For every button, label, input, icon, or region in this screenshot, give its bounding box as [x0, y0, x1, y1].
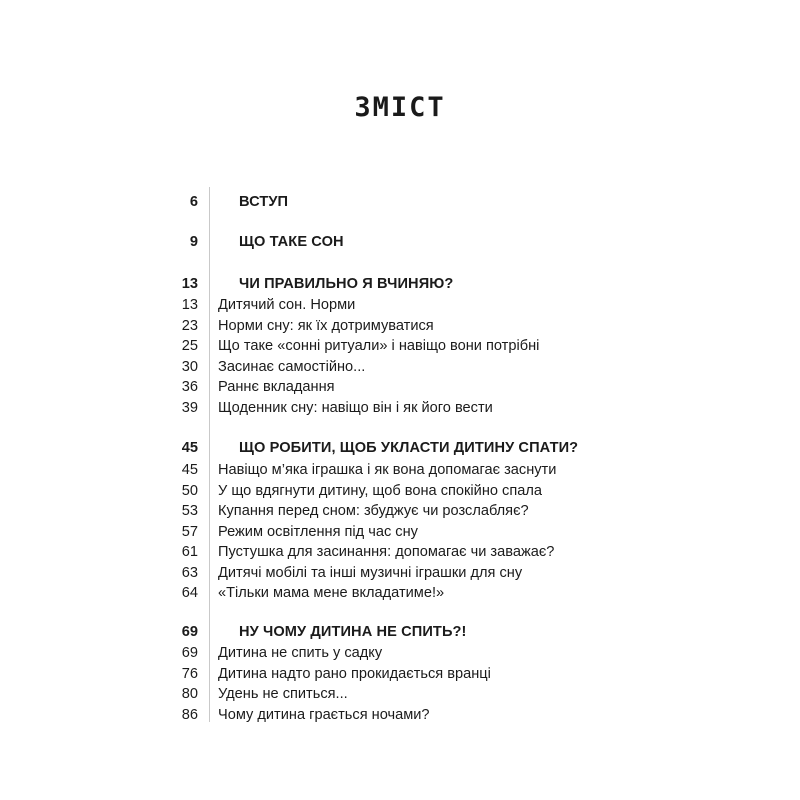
toc-entry-row[interactable]: [0, 563, 800, 583]
toc-entry-row[interactable]: [0, 357, 800, 377]
toc-entry-title: Що таке «сонні ритуали» і навіщо вони потрібні: [218, 338, 540, 354]
page-title: ЗМІСТ: [354, 92, 446, 123]
toc-page-number: 80: [181, 686, 198, 702]
toc-page-number: 6: [189, 194, 198, 210]
toc-section-row[interactable]: [0, 274, 800, 294]
toc-page-number: 69: [181, 624, 198, 640]
toc-entry-title: Щоденник сну: навіщо він і як його вести: [218, 400, 493, 416]
toc-entry-title: Режим освітлення під час сну: [218, 524, 418, 540]
toc-page-number: 45: [181, 462, 198, 478]
toc-entry-row[interactable]: [0, 295, 800, 315]
toc-entry-row[interactable]: [0, 336, 800, 356]
toc-section-row[interactable]: [0, 438, 800, 458]
toc-entry-row[interactable]: [0, 481, 800, 501]
toc-entry-title: Норми сну: як їх дотримуватися: [218, 318, 434, 334]
toc-page-number: 25: [181, 338, 198, 354]
toc-entry-row[interactable]: [0, 705, 800, 725]
toc-entry-title: Дитячі мобілі та інші музичні іграшки для сну: [218, 565, 523, 581]
toc-entry-title: Пустушка для засинання: допомагає чи заважає?: [218, 544, 555, 560]
toc-page-number: 23: [181, 318, 198, 334]
toc-section-row[interactable]: [0, 192, 800, 212]
toc-entry-title: Дитина не спить у садку: [218, 645, 383, 661]
toc-page-number: 50: [181, 483, 198, 499]
toc-entry-title: У що вдягнути дитину, щоб вона спокійно спала: [218, 483, 543, 499]
toc-page-number: 69: [181, 645, 198, 661]
toc-section-row[interactable]: [0, 622, 800, 642]
toc-page-number: 36: [181, 379, 198, 395]
toc-page-number: 13: [181, 297, 198, 313]
toc-section-title: ВСТУП: [239, 194, 289, 210]
toc-section-title: ЩО РОБИТИ, ЩОБ УКЛАСТИ ДИТИНУ СПАТИ?: [239, 440, 579, 456]
toc-page-number: 13: [181, 276, 198, 292]
toc-entry-title: Раннє вкладання: [218, 379, 335, 395]
toc-entry-row[interactable]: [0, 542, 800, 562]
toc-page-number: 57: [181, 524, 198, 540]
toc-entry-title: Навіщо м’яка іграшка і як вона допомагає заснути: [218, 462, 557, 478]
toc-page-number: 76: [181, 666, 198, 682]
toc-page-number: 9: [189, 234, 198, 250]
toc-entry-title: Купання перед сном: збуджує чи розслабляє?: [218, 503, 529, 519]
toc-section-title: ЩО ТАКЕ СОН: [239, 234, 344, 250]
toc-entry-row[interactable]: [0, 398, 800, 418]
toc-entry-row[interactable]: [0, 684, 800, 704]
toc-section-title: ЧИ ПРАВИЛЬНО Я ВЧИНЯЮ?: [239, 276, 454, 292]
toc-entry-row[interactable]: [0, 664, 800, 684]
toc-entry-row[interactable]: [0, 377, 800, 397]
toc-entry-row[interactable]: [0, 583, 800, 603]
toc-page-number: 64: [181, 585, 198, 601]
toc-section-title: НУ ЧОМУ ДИТИНА НЕ СПИТЬ?!: [239, 624, 467, 640]
toc-entry-title: Чому дитина грається ночами?: [218, 707, 430, 723]
toc-entry-title: Дитина надто рано прокидається вранці: [218, 666, 491, 682]
toc-entry-row[interactable]: [0, 460, 800, 480]
toc-entry-title: Дитячий сон. Норми: [218, 297, 356, 313]
toc-entry-row[interactable]: [0, 522, 800, 542]
toc-entry-row[interactable]: [0, 501, 800, 521]
toc-page-number: 86: [181, 707, 198, 723]
toc-entry-title: Удень не спиться...: [218, 686, 348, 702]
toc-page-number: 30: [181, 359, 198, 375]
toc-entry-row[interactable]: [0, 316, 800, 336]
toc-entry-title: Засинає самостійно...: [218, 359, 366, 375]
toc-page-number: 39: [181, 400, 198, 416]
toc-page-number: 45: [181, 440, 198, 456]
toc-page-number: 53: [181, 503, 198, 519]
toc-entry-row[interactable]: [0, 643, 800, 663]
toc-page-number: 63: [181, 565, 198, 581]
toc-page-number: 61: [181, 544, 198, 560]
toc-entry-title: «Тільки мама мене вкладатиме!»: [218, 585, 445, 601]
toc-section-row[interactable]: [0, 232, 800, 252]
